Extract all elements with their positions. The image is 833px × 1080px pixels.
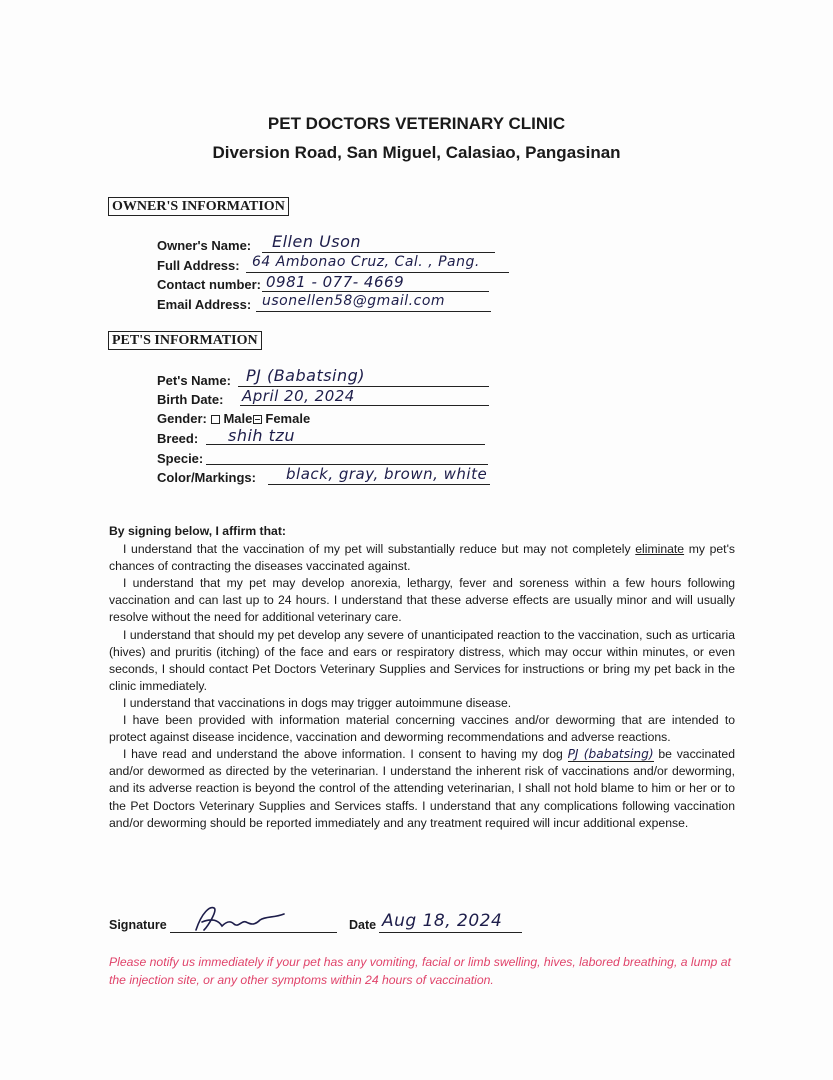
gender-label: Gender: [157,411,207,426]
pet-section-title: PET'S INFORMATION [108,331,262,350]
breed-value[interactable]: shih tzu [228,426,295,445]
gender-row [157,411,310,426]
consent-pet-name[interactable]: PJ (babatsing) [567,747,654,762]
color-line [268,484,490,485]
breed-label: Breed: [157,431,199,446]
birth-date-value[interactable]: April 20, 2024 [242,387,355,405]
pet-name-label: Pet's Name: [157,373,231,388]
signature-label: Signature [109,918,167,932]
consent-paragraph-5: I have been provided with information material concerning vaccines and/or deworming that are intended to protect against disease incidence, vaccination and deworming recommendations and adverse reactions. [109,713,735,745]
consent-paragraph-2: I understand that my pet may develop anorexia, lethargy, fever and soreness within a few hours following vaccination and can last up to 24 hours. I understand that these adverse effects are usually minor and will usually resolve without the need for additional veterinary care. [109,576,735,625]
color-value[interactable]: black, gray, brown, white [286,465,488,483]
address-label: Full Address: [157,258,240,273]
contact-value[interactable]: 0981 - 077- 4669 [266,273,405,291]
clinic-name: PET DOCTORS VETERINARY CLINIC [267,114,566,133]
color-label: Color/Markings: [157,470,256,485]
date-value[interactable]: Aug 18, 2024 [382,911,503,931]
consent-paragraph-6: I have read and understand the above information. I consent to having my dog PJ (babatsing) be vaccinated and/or dewormed as directed by the veterinarian. I understand the inherent risk of vaccinations and/or deworming, and its adverse reaction is beyond the control of the attending veterinarian, I shall not hold blame to him or her or to the Pet Doctors Veterinary Supplies and Services staffs. I understand that any complications following vaccination and/or deworming should be reported immediately and any treatment required will incur additional expense. [109,747,735,830]
female-option-label: Female [265,411,311,426]
email-label: Email Address: [157,297,252,312]
consent-paragraph-1: I understand that the vaccination of my pet will substantially reduce but may not completely eliminate my pet's chances of contracting the diseases vaccinated against. [109,542,735,574]
owner-section-title: OWNER'S INFORMATION [108,197,289,216]
contact-line [262,291,489,292]
contact-label: Contact number: [157,277,261,292]
post-vaccination-notice: Please notify us immediately if your pet has any vomiting, facial or limb swelling, hives, labored breathing, a lump at the injection site, or any other symptoms within 24 hours of vaccination. [109,955,731,987]
male-option-label: Male [223,411,253,426]
consent-text [109,523,735,832]
owner-name-value[interactable]: Ellen Uson [272,232,362,251]
owner-name-line [262,252,495,253]
pet-name-value[interactable]: PJ (Babatsing) [246,366,366,385]
birth-date-label: Birth Date: [157,392,224,407]
birth-date-line [240,405,489,406]
consent-heading: By signing below, I affirm that: [109,524,286,538]
date-label: Date [349,918,377,932]
address-value[interactable]: 64 Ambonao Cruz, Cal. , Pang. [252,254,480,270]
clinic-address: Diversion Road, San Miguel, Calasiao, Pangasinan [212,143,621,162]
female-checkbox[interactable] [253,415,262,424]
specie-label: Specie: [157,451,204,466]
signature-image[interactable] [188,900,298,936]
male-checkbox[interactable] [211,415,220,424]
owner-name-label: Owner's Name: [157,238,252,253]
date-line [379,932,522,933]
email-value[interactable]: usonellen58@gmail.com [262,293,446,309]
email-line [256,311,491,312]
consent-paragraph-4: I understand that vaccinations in dogs may trigger autoimmune disease. [123,695,512,710]
consent-paragraph-3: I understand that should my pet develop any severe of unanticipated reaction to the vaccination, such as urticaria (hives) and pruritis (itching) of the face and ears or respiratory distress, which may occur within minutes, or even seconds, I should contact Pet Doctors Veterinary Supplies and Services for instructions or bring my pet back in the clinic immediately. [109,627,735,693]
